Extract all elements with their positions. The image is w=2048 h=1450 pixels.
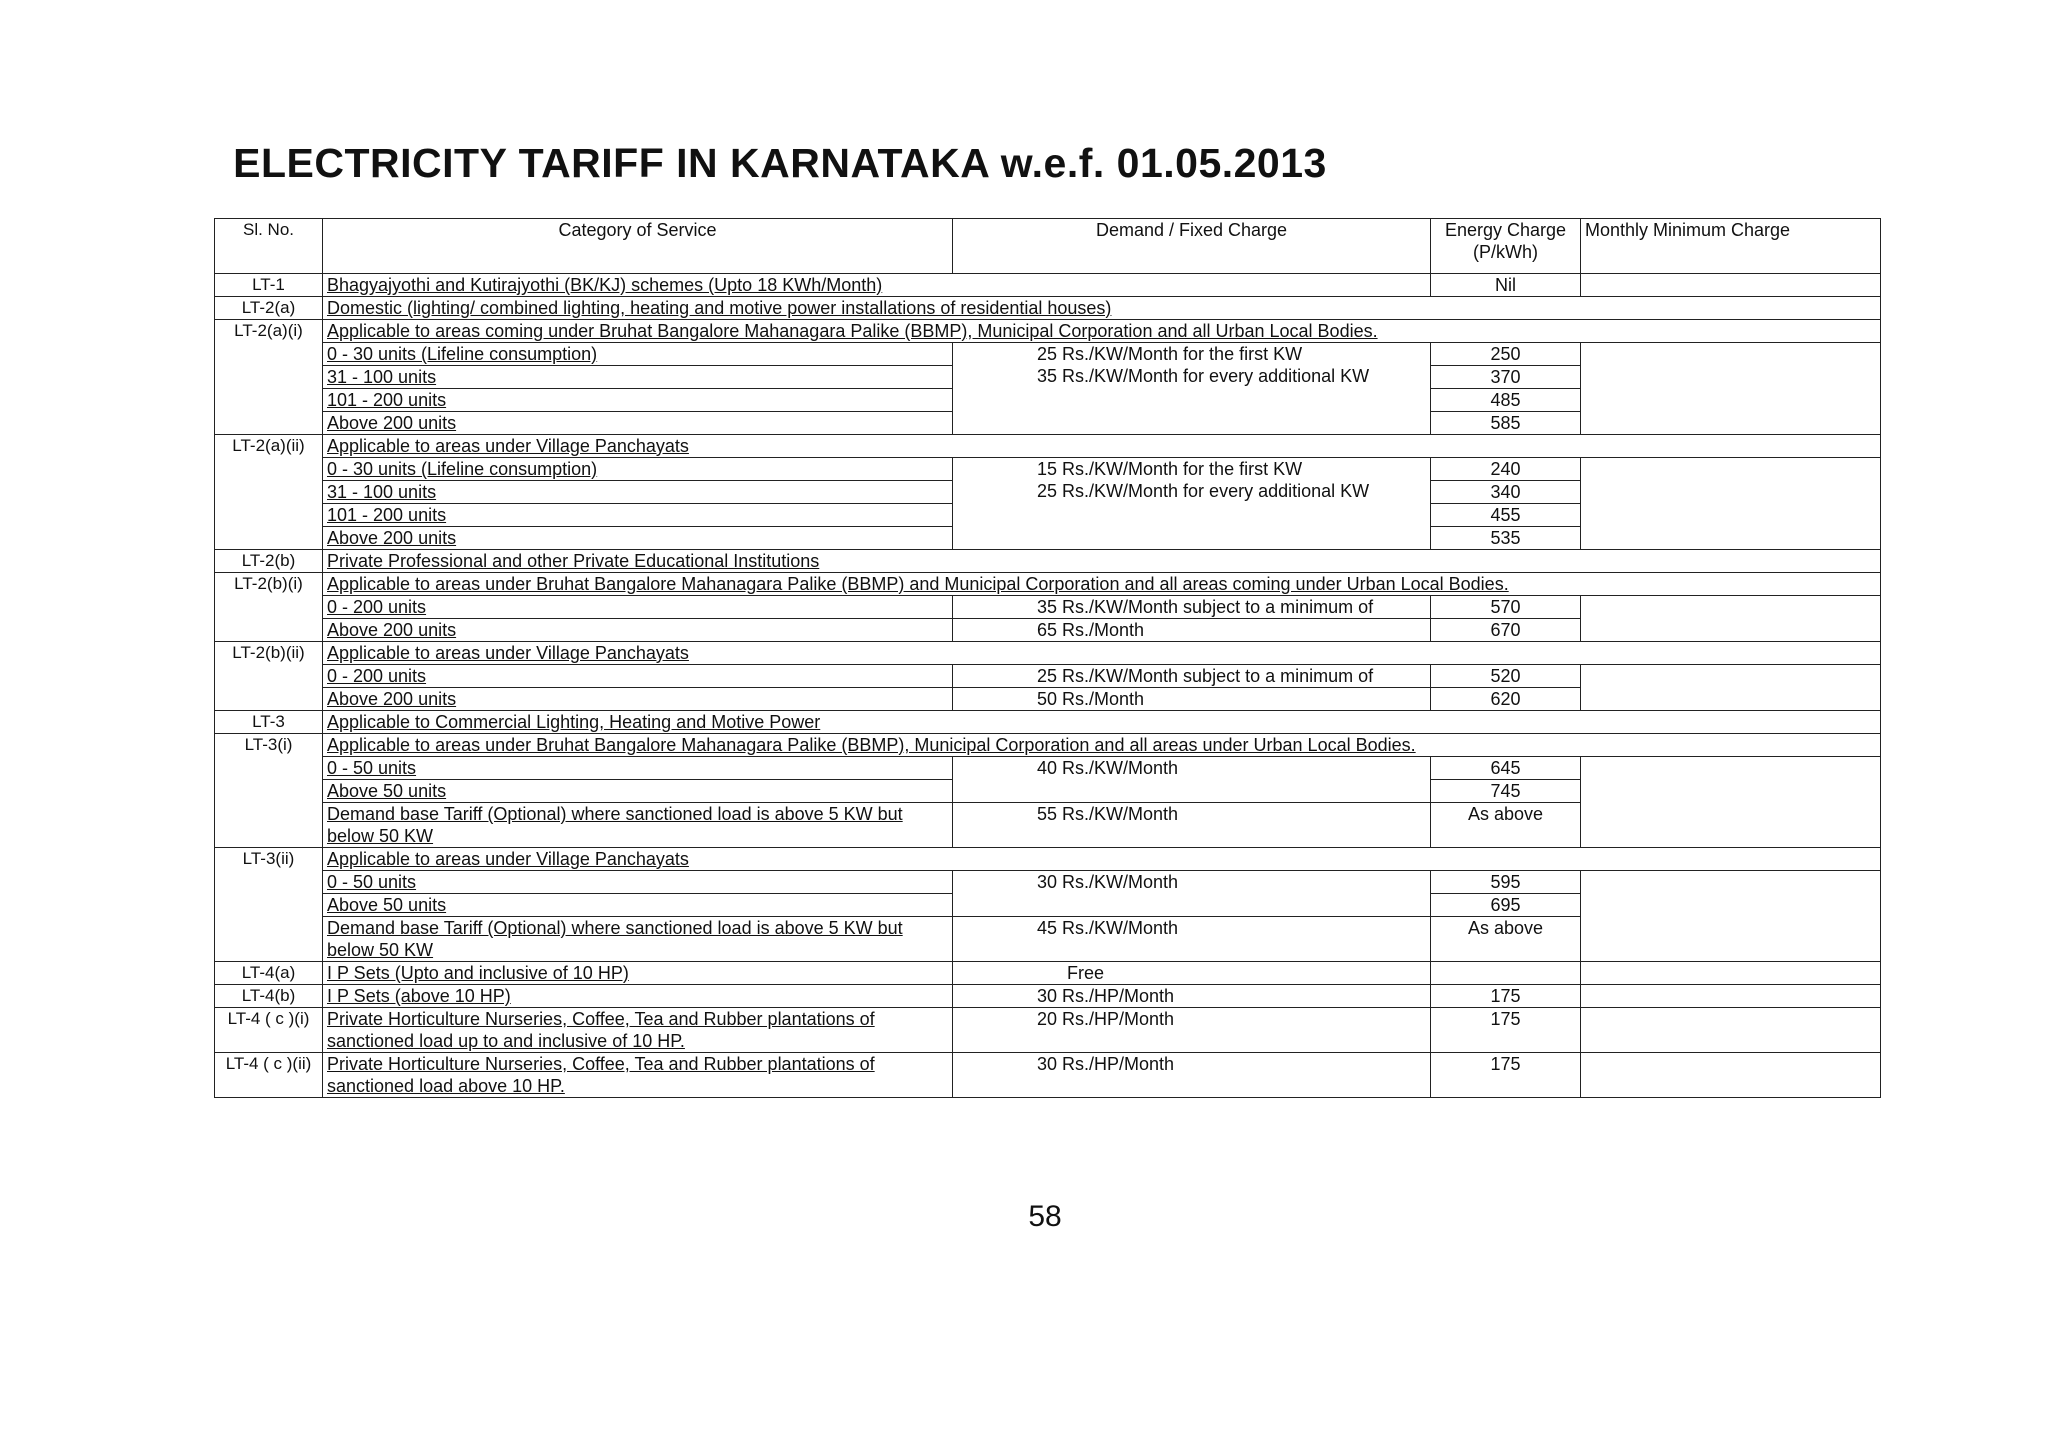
demand-charge: 25 Rs./KW/Month subject to a minimum of bbox=[953, 665, 1431, 688]
energy-charge bbox=[1431, 962, 1581, 985]
slab-label: 31 - 100 units bbox=[323, 481, 953, 504]
row-category: Private Professional and other Private Educational Institutions bbox=[323, 550, 1881, 573]
row-sl-no: LT-4 ( c )(ii) bbox=[215, 1053, 323, 1098]
energy-charge: 695 bbox=[1431, 894, 1581, 917]
table-row bbox=[215, 320, 1881, 343]
row-sl-no: LT-2(b)(i) bbox=[215, 573, 323, 642]
minimum-charge bbox=[1581, 962, 1881, 985]
row-sl-no: LT-3(i) bbox=[215, 734, 323, 848]
table-row bbox=[215, 458, 1881, 481]
energy-charge: 670 bbox=[1431, 619, 1581, 642]
header-demand-charge: Demand / Fixed Charge bbox=[953, 219, 1431, 274]
row-sl-no: LT-2(b) bbox=[215, 550, 323, 573]
slab-label: Above 200 units bbox=[323, 619, 953, 642]
row-category: Private Horticulture Nurseries, Coffee, Tea and Rubber plantations of sanctioned load above 10 HP. bbox=[323, 1053, 953, 1098]
demand-charge bbox=[953, 343, 1431, 435]
row-category: Bhagyajyothi and Kutirajyothi (BK/KJ) schemes (Upto 18 KWh/Month) bbox=[323, 274, 1431, 297]
row-category: Applicable to areas coming under Bruhat Bangalore Mahanagara Palike (BBMP), Municipal Corporation and all Urban Local Bodies. bbox=[323, 320, 1881, 343]
demand-charge: 35 Rs./KW/Month subject to a minimum of bbox=[953, 596, 1431, 619]
demand-line: 25 Rs./KW/Month for every additional KW bbox=[1037, 481, 1370, 501]
minimum-charge bbox=[1581, 665, 1881, 711]
energy-charge: 175 bbox=[1431, 985, 1581, 1008]
energy-charge: 455 bbox=[1431, 504, 1581, 527]
header-minimum-charge: Monthly Minimum Charge bbox=[1581, 219, 1881, 274]
energy-charge: 645 bbox=[1431, 757, 1581, 780]
table-row bbox=[215, 343, 1881, 366]
row-category: I P Sets (Upto and inclusive of 10 HP) bbox=[323, 962, 953, 985]
row-energy-charge: Nil bbox=[1431, 274, 1581, 297]
demand-line: 15 Rs./KW/Month for the first KW bbox=[1037, 459, 1303, 479]
demand-charge: 45 Rs./KW/Month bbox=[953, 917, 1431, 962]
energy-charge: 595 bbox=[1431, 871, 1581, 894]
demand-charge: 30 Rs./KW/Month bbox=[953, 871, 1431, 917]
energy-charge: 570 bbox=[1431, 596, 1581, 619]
row-sl-no: LT-4(b) bbox=[215, 985, 323, 1008]
slab-label: Above 200 units bbox=[323, 527, 953, 550]
header-category: Category of Service bbox=[323, 219, 953, 274]
demand-charge: 55 Rs./KW/Month bbox=[953, 803, 1431, 848]
row-sl-no: LT-2(a)(i) bbox=[215, 320, 323, 435]
table-row bbox=[215, 435, 1881, 458]
slab-label: Above 200 units bbox=[323, 412, 953, 435]
minimum-charge bbox=[1581, 757, 1881, 848]
demand-charge: 30 Rs./HP/Month bbox=[953, 985, 1431, 1008]
table-row bbox=[215, 711, 1881, 734]
table-row bbox=[215, 573, 1881, 596]
row-sl-no: LT-4 ( c )(i) bbox=[215, 1008, 323, 1053]
minimum-charge bbox=[1581, 1053, 1881, 1098]
demand-base-tariff-label: Demand base Tariff (Optional) where sanctioned load is above 5 KW but below 50 KW bbox=[323, 803, 953, 848]
table-row bbox=[215, 596, 1881, 619]
minimum-charge bbox=[1581, 1008, 1881, 1053]
header-energy-charge bbox=[1431, 219, 1581, 274]
demand-line: 25 Rs./KW/Month for the first KW bbox=[1037, 344, 1303, 364]
page-number: 58 bbox=[1028, 1200, 1062, 1233]
energy-charge: 745 bbox=[1431, 780, 1581, 803]
slab-label: 0 - 200 units bbox=[323, 596, 953, 619]
demand-base-tariff-label: Demand base Tariff (Optional) where sanctioned load is above 5 KW but below 50 KW bbox=[323, 917, 953, 962]
row-sl-no: LT-2(a)(ii) bbox=[215, 435, 323, 550]
row-sl-no: LT-4(a) bbox=[215, 962, 323, 985]
slab-label: 0 - 30 units (Lifeline consumption) bbox=[323, 343, 953, 366]
row-category: Applicable to areas under Village Panchayats bbox=[323, 848, 1881, 871]
row-sl-no: LT-1 bbox=[215, 274, 323, 297]
table-row bbox=[215, 642, 1881, 665]
row-sl-no: LT-3(ii) bbox=[215, 848, 323, 962]
demand-charge bbox=[953, 458, 1431, 550]
row-sl-no: LT-2(b)(ii) bbox=[215, 642, 323, 711]
slab-label: 0 - 50 units bbox=[323, 757, 953, 780]
table-row bbox=[215, 757, 1881, 780]
demand-charge: 40 Rs./KW/Month bbox=[953, 757, 1431, 803]
slab-label: 101 - 200 units bbox=[323, 504, 953, 527]
row-sl-no: LT-2(a) bbox=[215, 297, 323, 320]
row-category: Applicable to areas under Bruhat Bangalore Mahanagara Palike (BBMP), Municipal Corporation and all areas under Urban Local Bodies. bbox=[323, 734, 1881, 757]
energy-charge: 620 bbox=[1431, 688, 1581, 711]
minimum-charge bbox=[1581, 458, 1881, 550]
energy-charge: 485 bbox=[1431, 389, 1581, 412]
demand-charge: Free bbox=[953, 962, 1431, 985]
energy-charge: 370 bbox=[1431, 366, 1581, 389]
slab-label: 31 - 100 units bbox=[323, 366, 953, 389]
row-sl-no: LT-3 bbox=[215, 711, 323, 734]
row-category: Applicable to areas under Village Panchayats bbox=[323, 642, 1881, 665]
energy-charge: 585 bbox=[1431, 412, 1581, 435]
table-row bbox=[215, 550, 1881, 573]
slab-label: Above 200 units bbox=[323, 688, 953, 711]
demand-charge: 20 Rs./HP/Month bbox=[953, 1008, 1431, 1053]
energy-charge: 520 bbox=[1431, 665, 1581, 688]
energy-charge: 340 bbox=[1431, 481, 1581, 504]
slab-label: 0 - 200 units bbox=[323, 665, 953, 688]
minimum-charge bbox=[1581, 871, 1881, 962]
row-category: Applicable to areas under Bruhat Bangalore Mahanagara Palike (BBMP) and Municipal Corporation and all areas coming under Urban Local Bodies. bbox=[323, 573, 1881, 596]
row-category: Private Horticulture Nurseries, Coffee, Tea and Rubber plantations of sanctioned load up to and inclusive of 10 HP. bbox=[323, 1008, 953, 1053]
row-minimum-charge bbox=[1581, 274, 1881, 297]
table-header-row bbox=[215, 219, 1881, 274]
demand-line: 35 Rs./KW/Month for every additional KW bbox=[1037, 366, 1370, 386]
slab-label: 101 - 200 units bbox=[323, 389, 953, 412]
table-row bbox=[215, 985, 1881, 1008]
header-sl-no: Sl. No. bbox=[215, 219, 323, 274]
row-category: Domestic (lighting/ combined lighting, heating and motive power installations of residential houses) bbox=[323, 297, 1881, 320]
energy-charge: 240 bbox=[1431, 458, 1581, 481]
energy-charge: As above bbox=[1431, 917, 1581, 962]
table-row bbox=[215, 962, 1881, 985]
slab-label: 0 - 30 units (Lifeline consumption) bbox=[323, 458, 953, 481]
demand-charge: 30 Rs./HP/Month bbox=[953, 1053, 1431, 1098]
header-energy-charge-line1: Energy Charge bbox=[1444, 220, 1567, 240]
minimum-charge bbox=[1581, 343, 1881, 435]
demand-charge: 65 Rs./Month bbox=[953, 619, 1431, 642]
minimum-charge bbox=[1581, 985, 1881, 1008]
page-title: ELECTRICITY TARIFF IN KARNATAKA w.e.f. 01.05.2013 bbox=[233, 140, 1327, 186]
table-row bbox=[215, 734, 1881, 757]
table-row bbox=[215, 871, 1881, 894]
table-row bbox=[215, 848, 1881, 871]
table-row bbox=[215, 274, 1881, 297]
header-energy-charge-unit: (P/kWh) bbox=[1473, 242, 1538, 262]
table-row bbox=[215, 1053, 1881, 1098]
row-category: I P Sets (above 10 HP) bbox=[323, 985, 953, 1008]
tariff-table bbox=[214, 218, 1881, 1098]
table-row bbox=[215, 665, 1881, 688]
row-category: Applicable to areas under Village Panchayats bbox=[323, 435, 1881, 458]
table-row bbox=[215, 1008, 1881, 1053]
energy-charge: 535 bbox=[1431, 527, 1581, 550]
table-row bbox=[215, 297, 1881, 320]
row-category: Applicable to Commercial Lighting, Heating and Motive Power bbox=[323, 711, 1881, 734]
slab-label: 0 - 50 units bbox=[323, 871, 953, 894]
minimum-charge bbox=[1581, 596, 1881, 642]
demand-charge: 50 Rs./Month bbox=[953, 688, 1431, 711]
energy-charge: 250 bbox=[1431, 343, 1581, 366]
energy-charge: 175 bbox=[1431, 1053, 1581, 1098]
slab-label: Above 50 units bbox=[323, 780, 953, 803]
energy-charge: As above bbox=[1431, 803, 1581, 848]
energy-charge: 175 bbox=[1431, 1008, 1581, 1053]
slab-label: Above 50 units bbox=[323, 894, 953, 917]
